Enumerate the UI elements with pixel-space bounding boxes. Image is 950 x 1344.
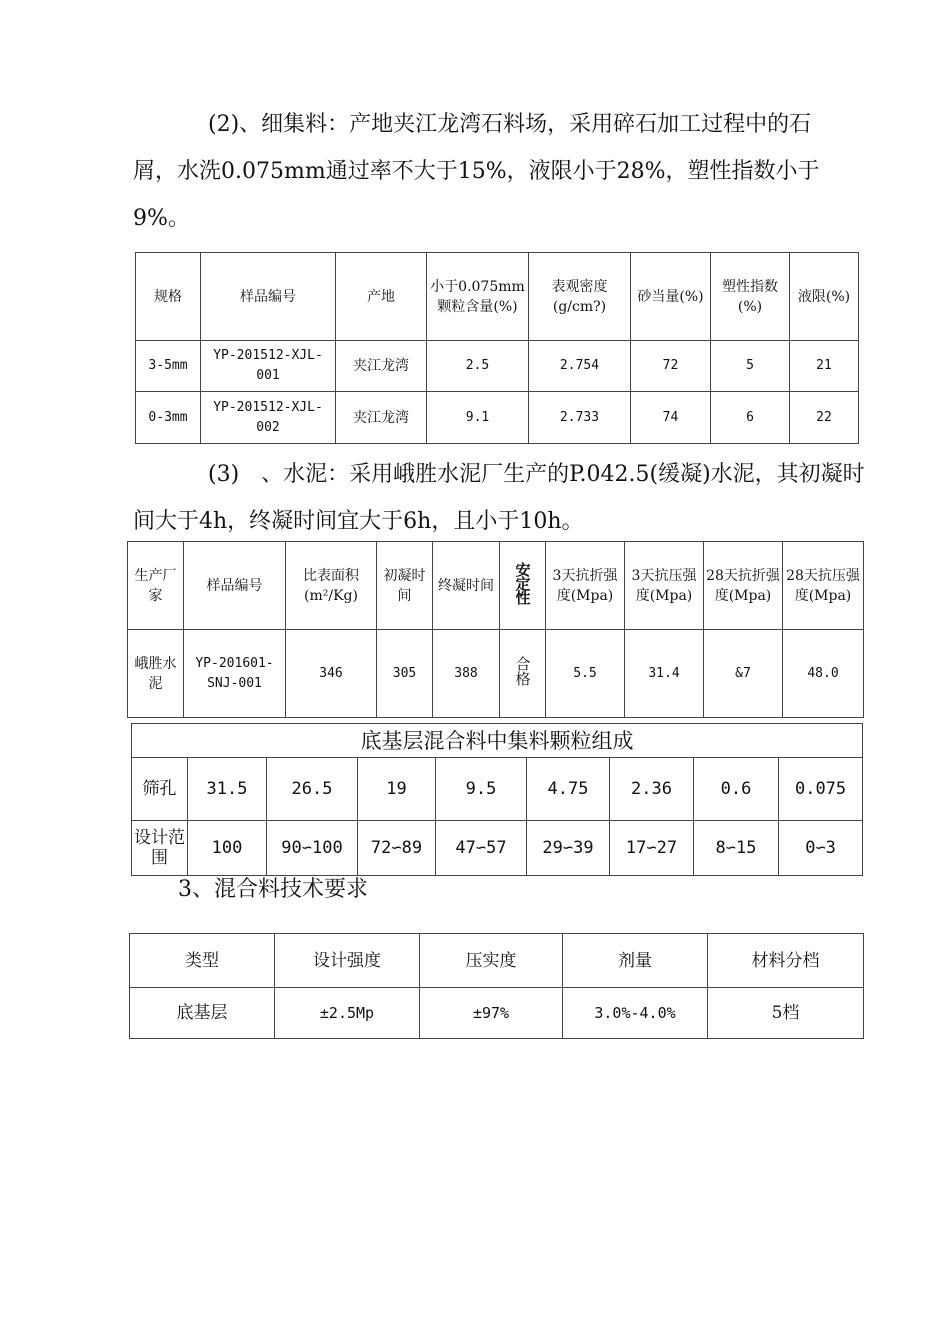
- table-row: [132, 758, 863, 821]
- cell: 4.75: [527, 758, 610, 821]
- cell: 0-3mm: [136, 392, 201, 444]
- section-title: 3、混合料技术要求: [178, 877, 368, 902]
- header-cell: 类型: [130, 934, 275, 988]
- cell: 22: [790, 392, 859, 444]
- cell: YP-201512-XJL-002: [201, 392, 336, 444]
- cell: 305: [377, 630, 433, 718]
- cell: 3.0%-4.0%: [563, 988, 708, 1039]
- header-cell: 28天抗折强度(Mpa): [704, 542, 783, 630]
- cell: 74: [631, 392, 711, 444]
- gradation-table: [131, 723, 863, 876]
- header-cell: 3天抗折强度(Mpa): [546, 542, 625, 630]
- cell: 3-5mm: [136, 341, 201, 392]
- cell: ±97%: [420, 988, 563, 1039]
- cell: 2.754: [529, 341, 631, 392]
- stability-header: 安定性: [513, 561, 532, 604]
- cell: 72∽89: [358, 821, 436, 876]
- table-row: [128, 630, 864, 718]
- cell: 底基层: [130, 988, 275, 1039]
- header-cell: 砂当量(%): [631, 253, 711, 341]
- stability-value: 合格: [513, 655, 532, 686]
- table-header-row: [136, 253, 859, 341]
- cell: 48.0: [783, 630, 864, 718]
- cell: 5档: [708, 988, 864, 1039]
- table-row: [136, 341, 859, 392]
- row-label: 筛孔: [132, 758, 188, 821]
- mix-requirements-table: [129, 933, 864, 1039]
- cell: 0∽3: [779, 821, 863, 876]
- header-cell: 产地: [336, 253, 427, 341]
- cell: 21: [790, 341, 859, 392]
- header-cell: 表观密度(g/cm?): [529, 253, 631, 341]
- cell: 31.5: [188, 758, 267, 821]
- cell: 峨胜水泥: [128, 630, 184, 718]
- header-cell: 液限(%): [790, 253, 859, 341]
- table-row: [136, 392, 859, 444]
- cell: 夹江龙湾: [336, 341, 427, 392]
- header-cell: 28天抗压强度(Mpa): [783, 542, 864, 630]
- fine-aggregate-paragraph: (2)、细集料：产地夹江龙湾石料场，采用碎石加工过程中的石屑，水洗0.075mm通过率不大于15%，液限小于28%，塑性指数小于9%。: [133, 112, 820, 231]
- cell: 26.5: [267, 758, 358, 821]
- cell: 29∽39: [527, 821, 610, 876]
- header-cell: 剂量: [563, 934, 708, 988]
- cell: 72: [631, 341, 711, 392]
- cell: 9.5: [436, 758, 527, 821]
- header-cell: [500, 542, 546, 630]
- header-cell: 生产厂家: [128, 542, 184, 630]
- cell: 2.36: [610, 758, 694, 821]
- cell: ±2.5Mp: [275, 988, 420, 1039]
- cell: 346: [286, 630, 377, 718]
- cell: 17∽27: [610, 821, 694, 876]
- header-cell: 样品编号: [201, 253, 336, 341]
- cell: 0.6: [694, 758, 779, 821]
- cell: 夹江龙湾: [336, 392, 427, 444]
- header-cell: 设计强度: [275, 934, 420, 988]
- header-cell: 终凝时间: [433, 542, 500, 630]
- fine-aggregate-table: [135, 252, 859, 444]
- cell: YP-201512-XJL-001: [201, 341, 336, 392]
- cell: 19: [358, 758, 436, 821]
- cell: 2.733: [529, 392, 631, 444]
- cell: 5.5: [546, 630, 625, 718]
- header-cell: 压实度: [420, 934, 563, 988]
- header-cell: 初凝时间: [377, 542, 433, 630]
- cement-table: [127, 541, 864, 718]
- table-header-row: [130, 934, 864, 988]
- cell: 90∽100: [267, 821, 358, 876]
- header-cell: 小于0.075mm颗粒含量(%): [427, 253, 529, 341]
- cell: 8∽15: [694, 821, 779, 876]
- cell: 9.1: [427, 392, 529, 444]
- cell: 2.5: [427, 341, 529, 392]
- cell: [500, 630, 546, 718]
- header-cell: 3天抗压强度(Mpa): [625, 542, 704, 630]
- header-cell: 塑性指数(%): [711, 253, 790, 341]
- caption-row: [132, 724, 863, 758]
- cell: 47∽57: [436, 821, 527, 876]
- cell: &7: [704, 630, 783, 718]
- cell: 0.075: [779, 758, 863, 821]
- table-header-row: [128, 542, 864, 630]
- table-caption: 底基层混合料中集料颗粒组成: [132, 724, 863, 758]
- cell: 5: [711, 341, 790, 392]
- header-cell: 比表面积(m²/Kg): [286, 542, 377, 630]
- row-label: 设计范围: [132, 821, 188, 876]
- cell: 388: [433, 630, 500, 718]
- table-row: [130, 988, 864, 1039]
- table-row: [132, 821, 863, 876]
- cell: 31.4: [625, 630, 704, 718]
- header-cell: 材料分档: [708, 934, 864, 988]
- header-cell: 规格: [136, 253, 201, 341]
- header-cell: 样品编号: [184, 542, 286, 630]
- cell: YP-201601-SNJ-001: [184, 630, 286, 718]
- cell: 100: [188, 821, 267, 876]
- cell: 6: [711, 392, 790, 444]
- cement-paragraph: (3) 、水泥：采用峨胜水泥厂生产的P.042.5(缓凝)水泥，其初凝时间大于4h，终凝时间宜大于6h，且小于10h。: [133, 462, 865, 534]
